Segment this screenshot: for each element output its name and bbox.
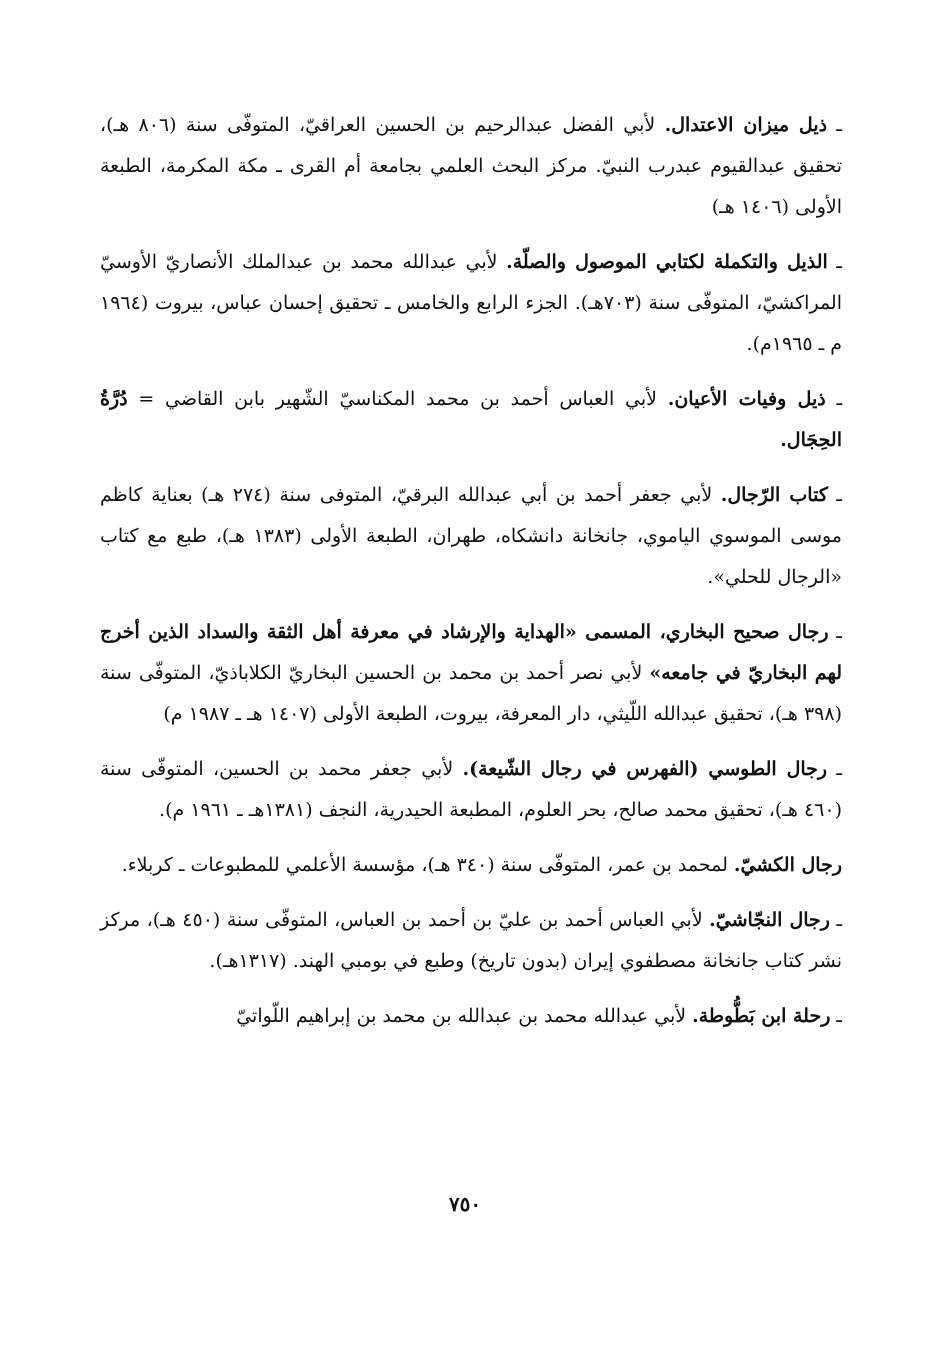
entry-text: لأبي جعفر محمد بن الحسين، المتوفّى سنة (٤٦٠ هـ)، تحقيق محمد صالح، بحر العلوم، المطبعة الحيدرية، النجف (١٣٨١هـ ـ ١٩٦١ م).	[100, 758, 842, 821]
entry-title: رحلة ابن بَطُّوطة.	[692, 1005, 831, 1027]
bibliography-entry	[100, 105, 842, 228]
bibliography-entry	[100, 612, 842, 735]
entry-dash: ـ	[829, 909, 843, 931]
entry-text: لأبي الفضل عبدالرحيم بن الحسين العراقيّ، المتوفّى سنة (٨٠٦ هـ)، تحقيق عبدالقيوم عبدرب النبيّ. مركز البحث العلمي بجامعة أم القرى ـ مكة المكرمة، الطبعة الأولى (١٤٠٦ هـ)	[100, 114, 842, 218]
entry-title: ذيل وفيات الأعيان.	[667, 388, 826, 410]
entry-dash: ـ	[827, 114, 842, 136]
entry-title: رجال الطوسي (الفهرس في رجال الشّيعة).	[462, 758, 828, 780]
bibliography-page	[100, 105, 842, 1051]
entry-dash: ـ	[828, 621, 842, 643]
entry-title: ذيل ميزان الاعتدال.	[664, 114, 828, 136]
entry-text: لمحمد بن عمر، المتوفّى سنة (٣٤٠ هـ)، مؤسسة الأعلمي للمطبوعات ـ كربلاء.	[121, 854, 734, 876]
entry-text: لأبي عبدالله محمد بن عبدالملك الأنصاريّ الأوسيّ المراكشيّ، المتوفّى سنة (٧٠٣هـ). الجزء الرابع والخامس ـ تحقيق إحسان عباس، بيروت (١٩٦٤ م ـ ١٩٦٥م).	[100, 251, 842, 355]
bibliography-entry	[100, 379, 842, 461]
entry-dash: ـ	[827, 758, 843, 780]
entry-text: لأبي العباس أحمد بن محمد المكناسيّ الشّهير بابن القاضي =	[127, 388, 668, 410]
entry-dash: ـ	[827, 251, 842, 273]
entry-text: لأبي نصر أحمد بن محمد بن الحسين البخاريّ الكلاباذيّ، المتوفّى سنة (٣٩٨ هـ)، تحقيق عبدالله اللّيثي، دار المعرفة، بيروت، الطبعة الأولى (١٤٠٧ هـ ـ ١٩٨٧ م)	[100, 662, 842, 725]
bibliography-entry	[100, 900, 842, 982]
entry-text: لأبي عبدالله محمد بن عبدالله بن محمد بن إبراهيم اللّواتيّ	[236, 1005, 693, 1027]
entry-text: لأبي جعفر أحمد بن أبي عبدالله البرقيّ، المتوفى سنة (٢٧٤ هـ) بعناية كاظم موسى الموسوي الياموي، جانخانة دانشكاه، طهران، الطبعة الأولى (١٣٨٣ هـ)، طبع مع كتاب «الرجال للحلي».	[100, 484, 842, 588]
bibliography-entry	[100, 242, 842, 365]
entry-title: الذيل والتكملة لكتابي الموصول والصلّة.	[506, 251, 828, 273]
entry-title: رجال النجّاشيّ.	[709, 909, 830, 931]
entry-title: كتاب الرّجال.	[720, 484, 828, 506]
bibliography-entry	[100, 475, 842, 598]
entry-dash: ـ	[825, 388, 843, 410]
bibliography-entry	[100, 749, 842, 831]
bibliography-entry	[100, 845, 842, 886]
entry-text: لأبي العباس أحمد بن عليّ بن أحمد بن العباس، المتوفّى سنة (٤٥٠ هـ)، مركز نشر كتاب جانخانة مصطفوي إيران (بدون تاريخ) وطبع في بومبي الهند. (١٣١٧هـ).	[100, 909, 842, 972]
bibliography-entry	[100, 996, 842, 1037]
entry-title: رجال صحيح البخاري، المسمى «الهداية والإرشاد في معرفة أهل الثقة والسداد الذين أخرج لهم البخاريّ في جامعه»	[100, 621, 842, 684]
page-number: ٧٥٠	[448, 1192, 482, 1216]
entry-dash: ـ	[830, 1005, 842, 1027]
entry-cross-reference: دُرَّةُ الحِجَال.	[100, 388, 842, 451]
entry-title: رجال الكشيّ.	[733, 854, 842, 876]
entry-dash: ـ	[827, 484, 843, 506]
